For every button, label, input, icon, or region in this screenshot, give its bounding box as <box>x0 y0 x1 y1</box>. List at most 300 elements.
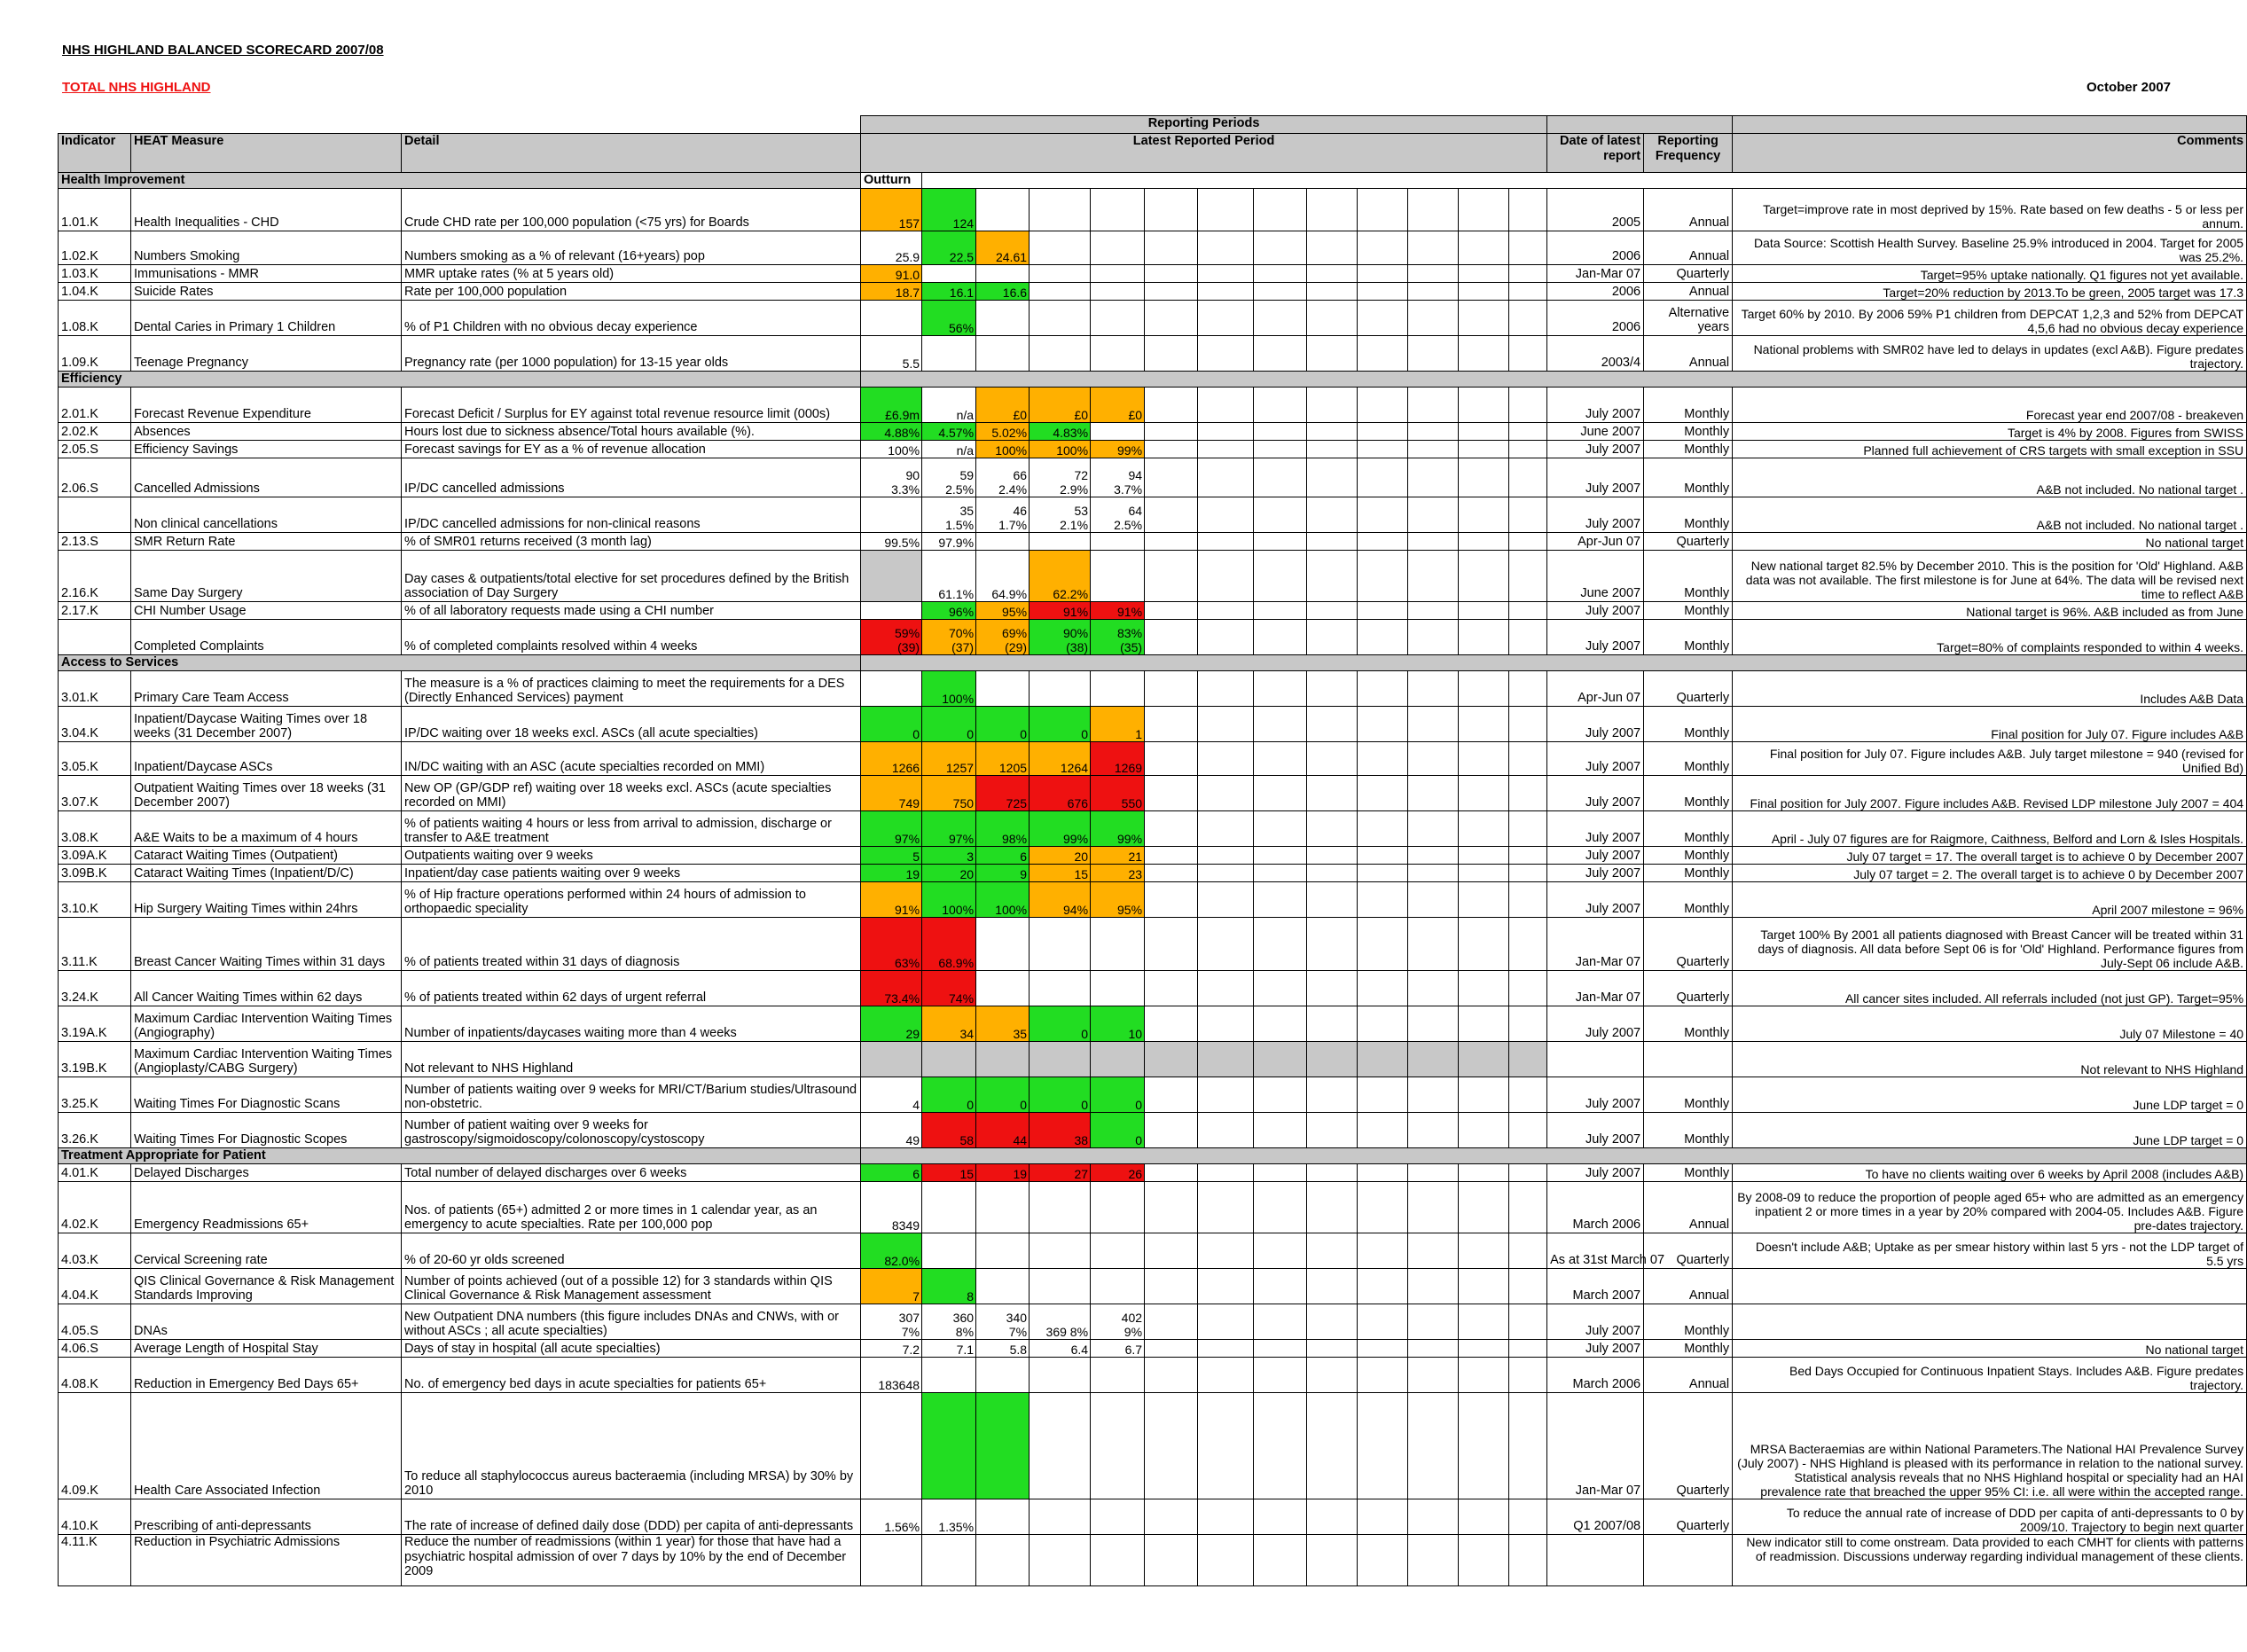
value-cell <box>1358 1358 1408 1393</box>
value-cell <box>1198 1535 1254 1586</box>
value-cell <box>1307 742 1358 776</box>
value-cell <box>1145 441 1198 458</box>
comment-cell: Target=95% uptake nationally. Q1 figures not yet available. <box>1733 265 2247 283</box>
heat-measure: Reduction in Emergency Bed Days 65+ <box>131 1358 402 1393</box>
value-cell <box>1145 1535 1198 1586</box>
value-cell <box>1459 847 1509 865</box>
value-cell <box>1358 231 1408 265</box>
value-cell <box>1459 918 1509 971</box>
value-cell <box>1145 231 1198 265</box>
value-cell <box>1254 1182 1307 1233</box>
report-date-cell: 2006 <box>1547 301 1644 336</box>
frequency-cell: Monthly <box>1644 707 1733 742</box>
value-cell <box>1198 1304 1254 1340</box>
value-cell: 25.9 <box>861 231 922 265</box>
heat-measure: Teenage Pregnancy <box>131 336 402 372</box>
value-cell: £0 <box>976 388 1030 423</box>
indicator-header: Indicator <box>59 134 131 173</box>
frequency-cell: Monthly <box>1644 388 1733 423</box>
value-cell <box>1145 283 1198 301</box>
value-cell <box>1459 265 1509 283</box>
scorecard-row <box>59 458 2247 497</box>
value-cell <box>1408 776 1459 811</box>
value-cell: 15 <box>1030 865 1091 882</box>
value-cell: 4.57% <box>922 423 976 441</box>
value-cell <box>1509 620 1547 655</box>
scorecard-row <box>59 847 2247 865</box>
value-cell <box>1509 918 1547 971</box>
value-cell <box>1198 1164 1254 1182</box>
scorecard-row <box>59 1077 2247 1113</box>
scorecard-row <box>59 497 2247 533</box>
frequency-cell: Quarterly <box>1644 1233 1733 1269</box>
report-date-cell: March 2007 <box>1547 1269 1644 1304</box>
heat-measure: Cataract Waiting Times (Outpatient) <box>131 847 402 865</box>
value-cell <box>1254 551 1307 602</box>
value-cell: 183648 <box>861 1358 922 1393</box>
indicator-code: 3.07.K <box>59 776 131 811</box>
frequency-cell: Annual <box>1644 1358 1733 1393</box>
comment-cell: Planned full achievement of CRS targets with small exception in SSU <box>1733 441 2247 458</box>
heat-measure: Non clinical cancellations <box>131 497 402 533</box>
comment-cell: National target is 96%. A&B included as from June <box>1733 602 2247 620</box>
value-cell: 18.7 <box>861 283 922 301</box>
value-cell <box>861 1393 922 1499</box>
value-cell: 94% <box>1030 882 1091 918</box>
scorecard-row <box>59 189 2247 231</box>
frequency-cell: Quarterly <box>1644 265 1733 283</box>
value-cell <box>1358 707 1408 742</box>
indicator-code: 3.01.K <box>59 671 131 707</box>
value-cell <box>1459 971 1509 1006</box>
value-cell: £6.9m <box>861 388 922 423</box>
value-cell <box>1307 1535 1358 1586</box>
value-cell: 4.83% <box>1030 423 1091 441</box>
indicator-code: 1.09.K <box>59 336 131 372</box>
comment-cell: To reduce the annual rate of increase of DDD per capita of anti-depressants to 0 by 2009/10. Trajectory to begin next quarter <box>1733 1499 2247 1535</box>
value-cell <box>1307 551 1358 602</box>
measure-detail: % of patients treated within 62 days of urgent referral <box>402 971 861 1006</box>
report-date-cell: July 2007 <box>1547 847 1644 865</box>
report-date-cell: Jan-Mar 07 <box>1547 1393 1644 1499</box>
scorecard-row <box>59 1393 2247 1499</box>
value-cell <box>1358 388 1408 423</box>
value-cell <box>1408 388 1459 423</box>
section-header-row <box>59 173 2247 189</box>
value-cell: 99.5% <box>861 533 922 551</box>
comment-cell: MRSA Bacteraemias are within National Parameters.The National HAI Prevalence Survey (July 2007) - NHS Highland is pleased with its performance in relation to the national survey. Statistical analysis reveals that no NHS Highland hospital or speciality had an HAI prevalence rate that breached the upper 95% CI: i.e. all were within the accepted range. <box>1733 1393 2247 1499</box>
value-cell <box>1030 1042 1091 1077</box>
value-cell <box>1358 189 1408 231</box>
value-cell <box>1408 918 1459 971</box>
value-cell <box>1091 336 1145 372</box>
value-cell <box>1030 533 1091 551</box>
value-cell <box>1307 971 1358 1006</box>
value-cell <box>1459 1233 1509 1269</box>
heat-measure: Forecast Revenue Expenditure <box>131 388 402 423</box>
value-cell: 90% (38) <box>1030 620 1091 655</box>
outturn-label: Outturn <box>861 173 922 189</box>
value-cell <box>976 301 1030 336</box>
measure-detail: Day cases & outpatients/total elective for set procedures defined by the British association of Day Surgery <box>402 551 861 602</box>
frequency-cell: Monthly <box>1644 1077 1733 1113</box>
indicator-code: 4.06.S <box>59 1340 131 1358</box>
value-cell <box>1198 971 1254 1006</box>
heat-measure: Prescribing of anti-depressants <box>131 1499 402 1535</box>
heat-measure: Efficiency Savings <box>131 441 402 458</box>
value-cell <box>1408 707 1459 742</box>
value-cell: 5.5 <box>861 336 922 372</box>
value-cell <box>1358 497 1408 533</box>
value-cell: 1.35% <box>922 1499 976 1535</box>
value-cell <box>1198 1006 1254 1042</box>
comment-cell: Bed Days Occupied for Continuous Inpatient Stays. Includes A&B. Figure predates trajectory. <box>1733 1358 2247 1393</box>
value-cell <box>1145 1340 1198 1358</box>
value-cell <box>1509 1164 1547 1182</box>
heat-measure: Cancelled Admissions <box>131 458 402 497</box>
value-cell: 59% (39) <box>861 620 922 655</box>
value-cell: 26 <box>1091 1164 1145 1182</box>
value-cell <box>1408 283 1459 301</box>
value-cell: n/a <box>922 441 976 458</box>
frequency-cell: Monthly <box>1644 423 1733 441</box>
value-cell <box>1198 742 1254 776</box>
value-cell <box>976 533 1030 551</box>
value-cell <box>1254 458 1307 497</box>
scorecard-row <box>59 1182 2247 1233</box>
value-cell <box>1509 1535 1547 1586</box>
value-cell <box>1358 1233 1408 1269</box>
value-cell <box>1408 551 1459 602</box>
indicator-code: 1.01.K <box>59 189 131 231</box>
value-cell <box>1254 336 1307 372</box>
indicator-code: 1.03.K <box>59 265 131 283</box>
comment-cell: Target=20% reduction by 2013.To be green, 2005 target was 17.3 <box>1733 283 2247 301</box>
value-cell <box>1358 441 1408 458</box>
value-cell <box>1254 1340 1307 1358</box>
value-cell <box>1307 811 1358 847</box>
measure-detail: Forecast savings for EY as a % of revenue allocation <box>402 441 861 458</box>
value-cell <box>1509 1304 1547 1340</box>
report-date-cell: July 2007 <box>1547 882 1644 918</box>
value-cell <box>1145 1304 1198 1340</box>
value-cell <box>861 1042 922 1077</box>
value-cell <box>1307 707 1358 742</box>
value-cell <box>976 1358 1030 1393</box>
value-cell <box>1198 458 1254 497</box>
value-cell: 27 <box>1030 1164 1091 1182</box>
comment-cell <box>1733 1304 2247 1340</box>
value-cell <box>861 671 922 707</box>
value-cell <box>1254 1233 1307 1269</box>
comment-cell: A&B not included. No national target . <box>1733 497 2247 533</box>
value-cell <box>1254 742 1307 776</box>
scorecard-row <box>59 602 2247 620</box>
value-cell <box>1509 551 1547 602</box>
value-cell <box>1509 441 1547 458</box>
heat-measure: Average Length of Hospital Stay <box>131 1340 402 1358</box>
value-cell <box>1408 971 1459 1006</box>
indicator-code: 2.13.S <box>59 533 131 551</box>
value-cell: n/a <box>922 388 976 423</box>
indicator-code: 4.04.K <box>59 1269 131 1304</box>
value-cell <box>976 918 1030 971</box>
value-cell <box>1459 620 1509 655</box>
frequency-cell: Annual <box>1644 283 1733 301</box>
frequency-cell: Quarterly <box>1644 971 1733 1006</box>
value-cell: 96% <box>922 602 976 620</box>
value-cell: 1269 <box>1091 742 1145 776</box>
value-cell <box>1358 671 1408 707</box>
document-title: NHS HIGHLAND BALANCED SCORECARD 2007/08 <box>62 43 384 58</box>
frequency-cell: Monthly <box>1644 1006 1733 1042</box>
value-cell <box>1198 1393 1254 1499</box>
value-cell <box>1408 1006 1459 1042</box>
value-cell <box>1307 620 1358 655</box>
frequency-cell: Quarterly <box>1644 918 1733 971</box>
value-cell <box>1408 1164 1459 1182</box>
value-cell: 23 <box>1091 865 1145 882</box>
value-cell <box>1509 671 1547 707</box>
measure-detail: IP/DC cancelled admissions for non-clinical reasons <box>402 497 861 533</box>
value-cell: 3 <box>922 847 976 865</box>
value-cell <box>1030 1499 1091 1535</box>
value-cell <box>1030 1535 1091 1586</box>
section-header-row <box>59 655 2247 671</box>
report-date-cell: March 2006 <box>1547 1182 1644 1233</box>
value-cell: 369 8% <box>1030 1304 1091 1340</box>
value-cell: 91% <box>1030 602 1091 620</box>
value-cell: 100% <box>922 671 976 707</box>
value-cell <box>1509 742 1547 776</box>
value-cell <box>1408 811 1459 847</box>
value-cell <box>1408 620 1459 655</box>
heat-measure: Hip Surgery Waiting Times within 24hrs <box>131 882 402 918</box>
frequency-cell: Annual <box>1644 336 1733 372</box>
value-cell <box>1254 918 1307 971</box>
report-date-cell: Apr-Jun 07 <box>1547 671 1644 707</box>
value-cell <box>1408 1042 1459 1077</box>
value-cell <box>1509 847 1547 865</box>
value-cell: 22.5 <box>922 231 976 265</box>
report-date-cell: July 2007 <box>1547 441 1644 458</box>
value-cell <box>1509 1233 1547 1269</box>
value-cell: 0 <box>1091 1113 1145 1148</box>
value-cell <box>1307 441 1358 458</box>
value-cell <box>1254 776 1307 811</box>
heat-measure: All Cancer Waiting Times within 62 days <box>131 971 402 1006</box>
measure-detail: Numbers smoking as a % of relevant (16+years) pop <box>402 231 861 265</box>
value-cell <box>1145 1233 1198 1269</box>
scorecard-row <box>59 671 2247 707</box>
frequency-cell: Monthly <box>1644 1164 1733 1182</box>
value-cell: 7.2 <box>861 1340 922 1358</box>
heat-measure: Suicide Rates <box>131 283 402 301</box>
value-cell <box>1509 336 1547 372</box>
measure-detail: Nos. of patients (65+) admitted 2 or more times in 1 calendar year, as an emergency to acute specialties. Rate per 100,000 pop <box>402 1182 861 1233</box>
value-cell: 100% <box>976 882 1030 918</box>
value-cell <box>1408 865 1459 882</box>
measure-detail: New Outpatient DNA numbers (this figure includes DNAs and CNWs, with or without ASCs ; all acute specialties) <box>402 1304 861 1340</box>
value-cell <box>1358 811 1408 847</box>
value-cell <box>1091 1269 1145 1304</box>
heat-measure: Same Day Surgery <box>131 551 402 602</box>
value-cell <box>1091 423 1145 441</box>
value-cell <box>861 497 922 533</box>
value-cell: 21 <box>1091 847 1145 865</box>
heat-measure: A&E Waits to be a maximum of 4 hours <box>131 811 402 847</box>
comment-cell: July 07 target = 17. The overall target is to achieve 0 by December 2007 <box>1733 847 2247 865</box>
value-cell <box>1408 882 1459 918</box>
frequency-cell: Monthly <box>1644 441 1733 458</box>
value-cell <box>1509 423 1547 441</box>
comment-cell: Data Source: Scottish Health Survey. Baseline 25.9% introduced in 2004. Target for 2005 was 25.2%. <box>1733 231 2247 265</box>
comment-cell: Target=improve rate in most deprived by 15%. Rate based on few deaths - 5 or less per annum. <box>1733 189 2247 231</box>
indicator-code: 4.05.S <box>59 1304 131 1340</box>
value-cell <box>861 301 922 336</box>
value-cell: 0 <box>1030 1077 1091 1113</box>
value-cell <box>1254 189 1307 231</box>
scorecard-row <box>59 1233 2247 1269</box>
value-cell <box>1254 231 1307 265</box>
scorecard-row <box>59 707 2247 742</box>
value-cell <box>1307 1164 1358 1182</box>
frequency-cell: Monthly <box>1644 811 1733 847</box>
value-cell <box>922 336 976 372</box>
value-cell: 64 2.5% <box>1091 497 1145 533</box>
indicator-code: 3.19A.K <box>59 1006 131 1042</box>
measure-detail: To reduce all staphylococcus aureus bacteraemia (including MRSA) by 30% by 2010 <box>402 1393 861 1499</box>
value-cell <box>1030 971 1091 1006</box>
value-cell: 35 <box>976 1006 1030 1042</box>
value-cell: 550 <box>1091 776 1145 811</box>
value-cell <box>1091 1233 1145 1269</box>
value-cell <box>1358 742 1408 776</box>
value-cell <box>1408 1269 1459 1304</box>
value-cell <box>1091 301 1145 336</box>
value-cell <box>1145 1077 1198 1113</box>
value-cell <box>1254 865 1307 882</box>
scorecard-row <box>59 865 2247 882</box>
value-cell <box>1459 1164 1509 1182</box>
value-cell <box>976 1182 1030 1233</box>
scorecard-row <box>59 1113 2247 1148</box>
value-cell <box>1254 882 1307 918</box>
value-cell <box>1358 1077 1408 1113</box>
value-cell <box>1307 1233 1358 1269</box>
value-cell: 19 <box>976 1164 1030 1182</box>
value-cell: 61.1% <box>922 551 976 602</box>
value-cell <box>1030 231 1091 265</box>
value-cell <box>1408 189 1459 231</box>
heat-measure: QIS Clinical Governance & Risk Management Standards Improving <box>131 1269 402 1304</box>
value-cell: 360 8% <box>922 1304 976 1340</box>
value-cell <box>1408 1535 1459 1586</box>
value-cell: 91% <box>1091 602 1145 620</box>
value-cell: 0 <box>976 707 1030 742</box>
comment-cell: Forecast year end 2007/08 - breakeven <box>1733 388 2247 423</box>
frequency-cell <box>1644 1042 1733 1077</box>
comment-cell: Doesn't include A&B; Uptake as per smear history within last 5 yrs - not the LDP target of 5.5 yrs <box>1733 1233 2247 1269</box>
frequency-cell: Quarterly <box>1644 671 1733 707</box>
report-date-cell: Jan-Mar 07 <box>1547 265 1644 283</box>
value-cell <box>1198 918 1254 971</box>
value-cell <box>976 189 1030 231</box>
report-date-cell: July 2007 <box>1547 602 1644 620</box>
value-cell: 95% <box>976 602 1030 620</box>
measure-detail: % of 20-60 yr olds screened <box>402 1233 861 1269</box>
value-cell <box>1198 811 1254 847</box>
value-cell: 100% <box>976 441 1030 458</box>
value-cell: 1264 <box>1030 742 1091 776</box>
value-cell: 97.9% <box>922 533 976 551</box>
value-cell <box>1408 458 1459 497</box>
frequency-header: Reporting Frequency <box>1644 134 1733 173</box>
value-cell <box>1145 458 1198 497</box>
report-date-cell: July 2007 <box>1547 1340 1644 1358</box>
value-cell <box>1254 1304 1307 1340</box>
value-cell: 74% <box>922 971 976 1006</box>
value-cell <box>1091 1499 1145 1535</box>
scorecard-row <box>59 742 2247 776</box>
comment-cell: June LDP target = 0 <box>1733 1077 2247 1113</box>
value-cell <box>1145 423 1198 441</box>
value-cell: 53 2.1% <box>1030 497 1091 533</box>
value-cell <box>1254 707 1307 742</box>
value-cell <box>1358 971 1408 1006</box>
value-cell <box>1091 283 1145 301</box>
value-cell <box>922 1358 976 1393</box>
value-cell: 4 <box>861 1077 922 1113</box>
value-cell <box>1459 388 1509 423</box>
value-cell <box>1254 1358 1307 1393</box>
value-cell <box>1198 231 1254 265</box>
value-cell <box>1459 497 1509 533</box>
value-cell <box>1254 1535 1307 1586</box>
value-cell <box>1408 1499 1459 1535</box>
value-cell <box>1091 918 1145 971</box>
comment-cell: Final position for July 07. Figure includes A&B. July target milestone = 940 (revised for Unified Bd) <box>1733 742 2247 776</box>
heat-measure: Immunisations - MMR <box>131 265 402 283</box>
measure-detail: No. of emergency bed days in acute specialties for patients 65+ <box>402 1358 861 1393</box>
value-cell: 5.8 <box>976 1340 1030 1358</box>
value-cell <box>1254 620 1307 655</box>
measure-detail: New OP (GP/GDP ref) waiting over 18 weeks excl. ASCs (acute specialties recorded on MMI) <box>402 776 861 811</box>
value-cell <box>1509 882 1547 918</box>
value-cell: 29 <box>861 1006 922 1042</box>
value-cell: 63% <box>861 918 922 971</box>
indicator-code: 3.19B.K <box>59 1042 131 1077</box>
value-cell <box>1198 441 1254 458</box>
value-cell <box>1198 1182 1254 1233</box>
scorecard-row <box>59 1499 2247 1535</box>
value-cell <box>1459 1358 1509 1393</box>
heat-measure: Reduction in Psychiatric Admissions <box>131 1535 402 1586</box>
scorecard-row <box>59 882 2247 918</box>
comment-cell: Final position for July 2007. Figure includes A&B. Revised LDP milestone July 2007 = 404 <box>1733 776 2247 811</box>
value-cell <box>1307 1077 1358 1113</box>
indicator-code <box>59 620 131 655</box>
value-cell <box>1145 971 1198 1006</box>
value-cell: 0 <box>922 707 976 742</box>
comment-cell: National problems with SMR02 have led to delays in updates (excl A&B). Figure predates trajectory. <box>1733 336 2247 372</box>
scorecard-row <box>59 1269 2247 1304</box>
value-cell <box>976 336 1030 372</box>
value-cell: 725 <box>976 776 1030 811</box>
value-cell <box>1408 441 1459 458</box>
value-cell: 10 <box>1091 1006 1145 1042</box>
value-cell: 83% (35) <box>1091 620 1145 655</box>
